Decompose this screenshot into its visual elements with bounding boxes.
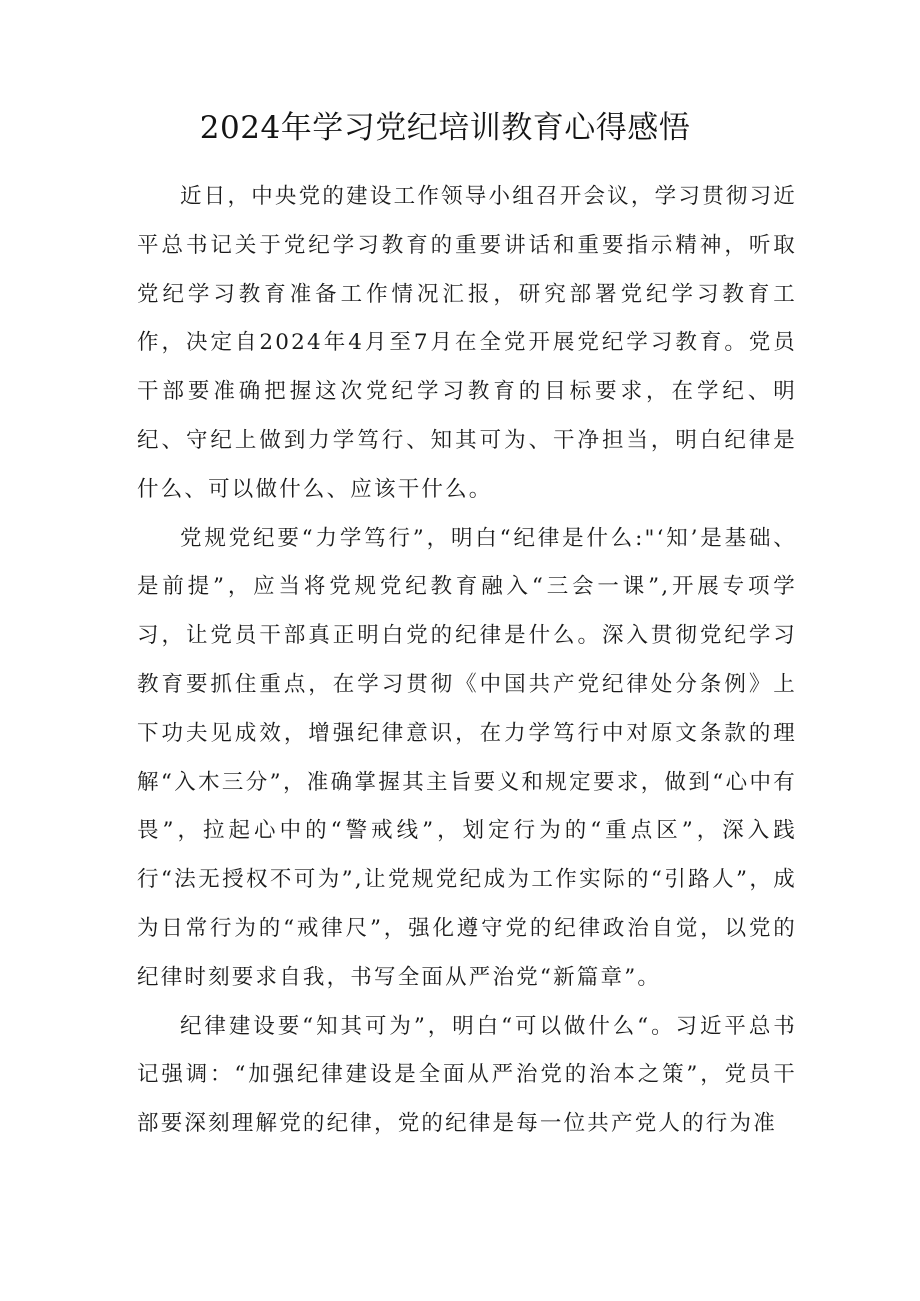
paragraph: 近日，中央党的建设工作领导小组召开会议，学习贯彻习近平总书记关于党纪学习教育的重要讲话和重要指示精神，听取党纪学习教育准备工作情况汇报，研究部署党纪学习教育工作，决定自2024年4月至7月在全党开展党纪学习教育。党员干部要准确把握这次党纪学习教育的目标要求，在学纪、明纪、守纪上做到力学笃行、知其可为、干净担当，明白纪律是什么、可以做什么、应该干什么。	[137, 184, 797, 502]
paragraph: 纪律建设要“知其可为”，明白“可以做什么“。习近平总书记强调：“加强纪律建设是全面从严治党的治本之策”，党员干部要深刻理解党的纪律，党的纪律是每一位共产党人的行为准	[137, 1013, 797, 1137]
document-body	[137, 173, 797, 1149]
document-title: 2024年学习党纪培训教育心得感悟	[199, 110, 691, 146]
paragraph: 党规党纪要“力学笃行”，明白“纪律是什么:"‘知’是基础、是前提”，应当将党规党纪教育融入“三会一课”,开展专项学习，让党员干部真正明白党的纪律是什么。深入贯彻党纪学习教育要抓住重点，在学习贯彻《中国共产党纪律处分条例》上下功夫见成效，增强纪律意识，在力学笃行中对原文条款的理解“入木三分”，准确掌握其主旨要义和规定要求，做到“心中有畏”，拉起心中的“警戒线”，划定行为的“重点区”，深入践行“法无授权不可为”,让党规党纪成为工作实际的“引路人”，成为日常行为的“戒律尺”，强化遵守党的纪律政治自觉，以党的纪律时刻要求自我，书写全面从严治党“新篇章”。	[137, 525, 797, 990]
